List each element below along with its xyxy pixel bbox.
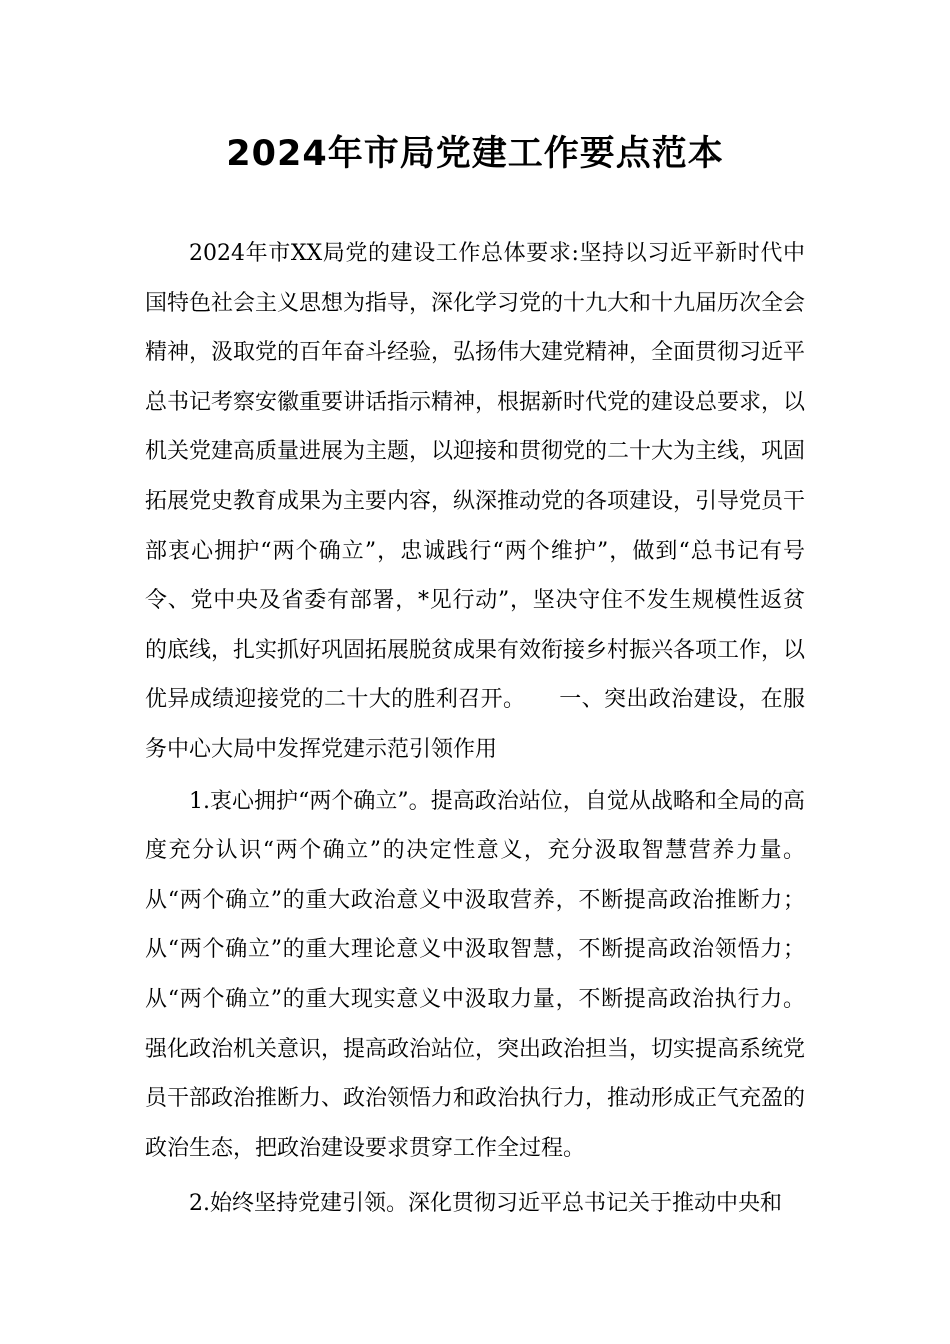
paragraph-item-1: 1.衷心拥护“两个确立”。提高政治站位，自觉从战略和全局的高度充分认识“两个确立”的决定性意义，充分汲取智慧营养力量。从“两个确立”的重大政治意义中汲取营养，不断提高政治推断力；从“两个确立”的重大理论意义中汲取智慧，不断提高政治领悟力；从“两个确立”的重大现实意义中汲取力量，不断提高政治执行力。强化政治机关意识，提高政治站位，突出政治担当，切实提高系统党员干部政治推断力、政治领悟力和政治执行力，推动形成正气充盈的政治生态，把政治建设要求贯穿工作全过程。 <box>145 788 806 1161</box>
paragraph-item-2: 2.始终坚持党建引领。深化贯彻习近平总书记关于推动中央和 <box>189 1191 782 1217</box>
document-body <box>145 229 805 1229</box>
document-title: 2024年市局党建工作要点范本 <box>226 134 724 174</box>
paragraph-general-requirements: 2024年市XX局党的建设工作总体要求:坚持以习近平新时代中国特色社会主义思想为指导，深化学习党的十九大和十九届历次全会精神，汲取党的百年奋斗经验，弘扬伟大建党精神，全面贯彻习近平总书记考察安徽重要讲话指示精神，根据新时代党的建设总要求，以机关党建高质量进展为主题，以迎接和贯彻党的二十大为主线，巩固拓展党史教育成果为主要内容，纵深推动党的各项建设，引导党员干部衷心拥护“两个确立”，忠诚践行“两个维护”，做到“总书记有号令、党中央及省委有部署，*见行动”，坚决守住不发生规模性返贫的底线，扎实抓好巩固拓展脱贫成果有效衔接乡村振兴各项工作，以优异成绩迎接党的二十大的胜利召开。 一、突出政治建设，在服务中心大局中发挥党建示范引领作用 <box>145 241 806 762</box>
